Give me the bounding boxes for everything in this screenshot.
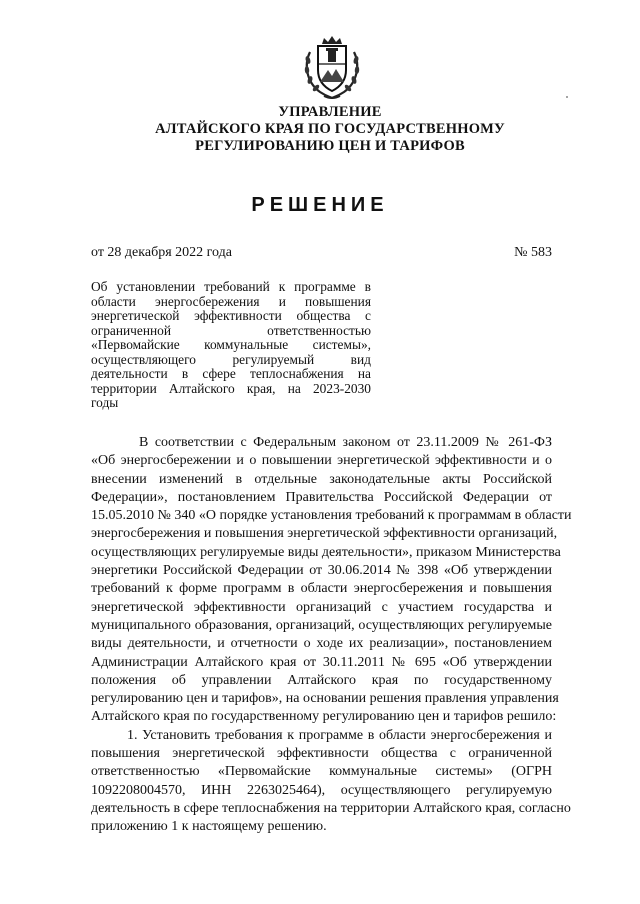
body-line: регулированию цен и тарифов», на основании решения правления управления: [91, 691, 559, 707]
body-line: виды деятельности, и отчетности о ходе их реализации», постановлением: [91, 636, 552, 652]
document-number: № 583: [514, 245, 552, 260]
subject-line: деятельности в сфере теплоснабжения на: [91, 366, 371, 381]
body-line: осуществляющих регулируемые виды деятельности», приказом Министерства: [91, 544, 561, 560]
subject-line: территории Алтайского края, на 2023-2030: [91, 380, 371, 396]
body-line: энергетической эффективности организаций с участием государства и: [91, 599, 552, 615]
subject-line: энергетической эффективности общества с: [91, 308, 371, 323]
body-line: 1. Установить требования к программе в области энергосбережения и: [127, 727, 552, 743]
document-type-title: РЕШЕНИЕ: [251, 194, 389, 216]
body-line: 15.05.2010 № 340 «О порядке установления требований к программам в области: [91, 508, 572, 524]
body-line: В соответствии с Федеральным законом от 23.11.2009 № 261-ФЗ: [139, 435, 552, 450]
body-line: муниципального образования, организаций, осуществляющих регулируемые: [91, 617, 552, 633]
agency-line: РЕГУЛИРОВАНИЮ ЦЕН И ТАРИФОВ: [195, 138, 465, 154]
subject-line: Об установлении требований к программе в: [91, 279, 371, 294]
body-line: повышения энергетической эффективности общества с ограниченной: [91, 746, 552, 762]
agency-line: УПРАВЛЕНИЕ: [278, 104, 382, 120]
body-line: ответственностью «Первомайские коммунальные системы» (ОГРН: [91, 764, 552, 780]
scan-speck: [566, 96, 568, 98]
body-line: Администрации Алтайского края от 30.11.2011 № 695 «Об утверждении: [91, 654, 552, 670]
body-line: деятельность в сфере теплоснабжения на территории Алтайского края, согласно: [91, 800, 571, 816]
body-line: Федерации», постановлением Правительства Российской Федерации от: [91, 489, 552, 505]
document-date: от 28 декабря 2022 года: [91, 245, 232, 260]
subject-line: осуществляющего регулируемый вид: [91, 351, 371, 367]
body-line: 1092208004570, ИНН 2263025464), осуществляющего регулируемую: [91, 782, 552, 798]
coat-of-arms-icon: [300, 34, 364, 102]
body-line: внесении изменений в отдельные законодательные акты Российской: [91, 471, 552, 487]
subject-line: «Первомайские коммунальные системы»,: [91, 337, 371, 352]
body-line: энергосбережения и повышения энергетической эффективности организаций,: [91, 526, 558, 542]
subject-line: годы: [91, 395, 119, 410]
body-line: «Об энергосбережении и о повышении энергетической эффективности и о: [91, 453, 552, 469]
agency-line: АЛТАЙСКОГО КРАЯ ПО ГОСУДАРСТВЕННОМУ: [155, 121, 505, 137]
document-subject: [91, 280, 371, 411]
body-line: приложению 1 к настоящему решению.: [91, 819, 327, 835]
subject-line: ограниченной ответственностью: [91, 322, 371, 338]
body-line: Алтайского края по государственному регулированию цен и тарифов решило:: [91, 709, 557, 725]
body-line: положения об управлении Алтайского края по государственному: [91, 672, 552, 688]
subject-line: области энергосбережения и повышения: [91, 293, 371, 309]
body-line: энергетики Российской Федерации от 30.06.2014 № 398 «Об утверждении: [91, 563, 552, 579]
body-line: требований к форме программ в области энергосбережения и повышения: [91, 581, 552, 597]
document-body: [91, 434, 572, 837]
agency-name: [110, 104, 550, 155]
